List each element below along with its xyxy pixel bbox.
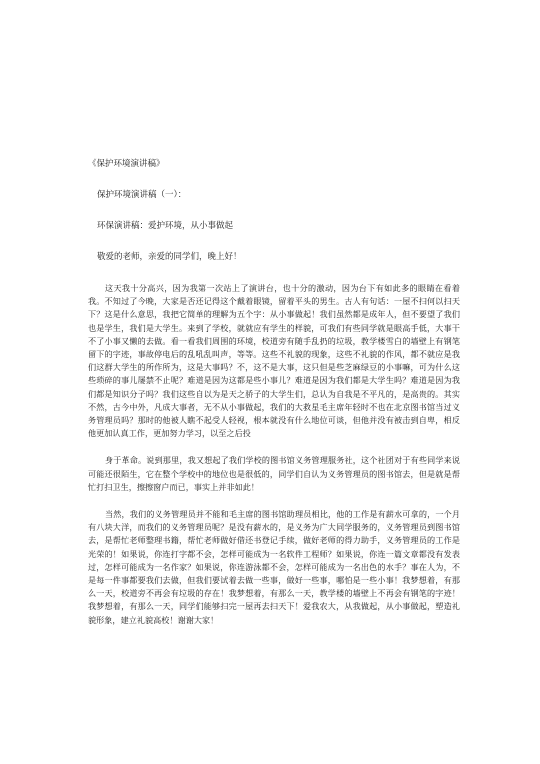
speech-greeting: 敬爱的老师，亲爱的同学们，晚上好！: [97, 252, 242, 262]
speech-topic: 环保演讲稿：爱护环境，从小事做起: [97, 221, 234, 231]
document-body: [88, 158, 460, 641]
body-paragraph-1: 这天我十分高兴，因为我第一次站上了演讲台，也十分的激动，因为台下有如此多的眼睛在看着我。不知过了今晚，大家是否还记得这个戴着眼镜，留着平头的男生。古人有句话：一屋不扫何以扫天下？这是什么意思，我把它简单的理解为五个字：从小事做起！我们虽然都是成年人，但不要望了我们也是学生，我们是大学生。来到了学校，就就应有学生的样貌，可我们有些同学就是眼高手低，大事干不了小事又懒的去做。看一看我们周围的环境，校道旁有随手乱扔的垃圾，教学楼雪白的墙壁上有钢笔留下的字迹，事故停电后的乱吼乱叫声，等等。这些不礼貌的现象，这些不礼貌的作风，都不就应是我们这群大学生的所作所为，这是大事吗？不，这不是大事，这只但是些芝麻绿豆的小事嘛，可为什么这些琐碎的事儿屡禁不止呢？难道是因为这都是些小事儿？难道是因为我们都是大学生吗？难道是因为我们都是知识分子吗？我们这些自以为是天之骄子的大学生们，总认为自我是不平凡的，是高贵的。其实不然，古今中外，凡成大事者，无不从小事做起，我们的大救星毛主席年轻时不也在北京图书馆当过义务管理员吗？那时的他被人瞧不起受人轻视，根本就没有什么地位可谈，但他并没有被击到自卑，相反他更加认真工作，更加努力学习，以至之后投: [88, 283, 460, 439]
body-paragraph-2: 身于革命。说到那里，我又想起了我们学校的图书馆义务管理服务社，这个社团对于有些同学来说可能还很陌生，它在整个学校中的地位也是很低的，同学们自认为义务管理员的图书馆去，但是就是帮忙打扫卫生，擦擦窗户而已，事实上并非如此！: [88, 455, 460, 492]
document-title: 《保护环境演讲稿》: [88, 159, 165, 169]
body-paragraph-3: 当然，我们的义务管理员并不能和毛主席的图书馆助理员相比，他的工作是有薪水可拿的，一个月有八块大洋，而我们的义务管理员呢？是没有薪水的，是义务为广大同学服务的，义务管理员到图书馆去，是帮忙老师整理书籍，帮忙老师做好借还书登记手续，做好老师的得力助手，义务管理员的工作是光荣的！如果说，你连打字都不会，怎样可能成为一名软件工程师？如果说，你连一篇文章都没有发表过，怎样可能成为一名作家？如果说，你连游泳都不会，怎样可能成为一名出色的水手？事在人为，不是每一件事都要我们去做，但我们要试着去做一些事，做好一些事，哪怕是一些小事！我梦想着，有那么一天，校道旁不再会有垃圾的存在！我梦想着，有那么一天，教学楼的墙壁上不再会有钢笔的字迹！我梦想着，有那么一天，同学们能够扫完一屋再去扫天下！爱我农大，从我做起，从小事做起，塑造礼貌形象，建立礼貌高校！谢谢大家！: [88, 509, 460, 625]
document-subtitle: 保护环境演讲稿（一）：: [97, 190, 187, 200]
